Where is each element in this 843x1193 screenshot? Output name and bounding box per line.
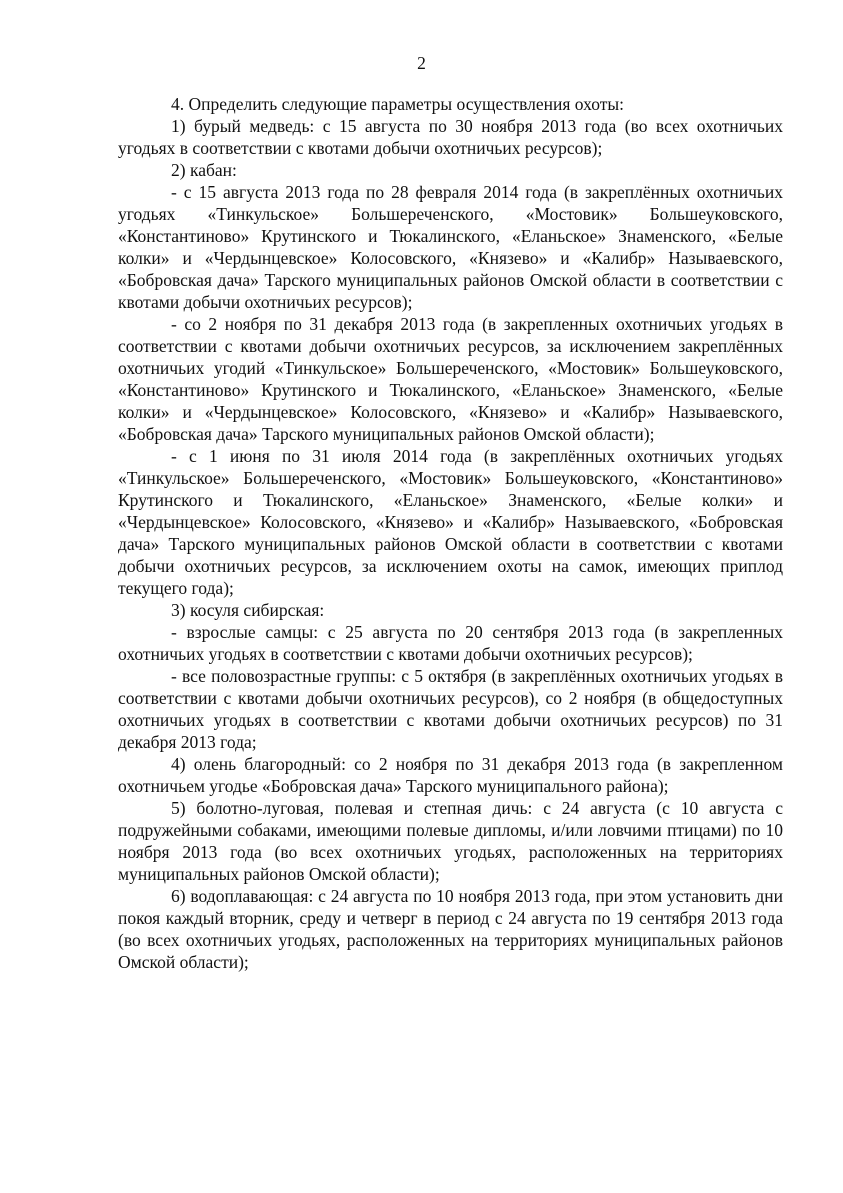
paragraph-boar-period-3: - с 1 июня по 31 июля 2014 года (в закреплённых охотничьих угодьях «Тинкульское» Большереченского, «Мостовик» Большеуковского, «Константиново» Крутинского и Тюкалинского, «Еланьское» Знаменского, «Белые колки» и «Чердынцевское» Колосовского, «Князево» и «Калибр» Называевского, «Бобровская дача» Тарского муниципальных районов Омской области в соответствии с квотами добычи охотничьих ресурсов, за исключением охоты на самок, имеющих приплод текущего года); [118, 446, 783, 598]
paragraph-roe-deer-heading: 3) косуля сибирская: [171, 600, 325, 620]
paragraph-roe-deer-males: - взрослые самцы: с 25 августа по 20 сентября 2013 года (в закрепленных охотничьих угодьях в соответствии с квотами добычи охотничьих ресурсов); [118, 622, 783, 664]
paragraph-boar-period-2: - со 2 ноября по 31 декабря 2013 года (в закрепленных охотничьих угодьях в соответствии с квотами добычи охотничьих ресурсов, за исключением закреплённых охотничьих угодий «Тинкульское» Большереченского, «Мостовик» Большеуковского, «Константиново» Крутинского и Тюкалинского, «Еланьское» Знаменского, «Белые колки» и «Чердынцевское» Колосовского, «Князево» и «Калибр» Называевского, «Бобровская дача» Тарского муниципальных районов Омской области); [118, 314, 783, 444]
document-body [118, 93, 783, 973]
paragraph-boar-period-1: - с 15 августа 2013 года по 28 февраля 2014 года (в закреплённых охотничьих угодьях «Тинкульское» Большереченского, «Мостовик» Большеуковского, «Константиново» Крутинского и Тюкалинского, «Еланьское» Знаменского, «Белые колки» и «Чердынцевское» Колосовского, «Князево» и «Калибр» Называевского, «Бобровская дача» Тарского муниципальных районов Омской области в соответствии с квотами добычи охотничьих ресурсов); [118, 182, 783, 312]
page-number: 2 [417, 53, 426, 73]
paragraph-roe-deer-all-groups: - все половозрастные группы: с 5 октября (в закреплённых охотничьих угодьях в соответствии с квотами добычи охотничьих ресурсов), со 2 ноября (в общедоступных охотничьих угодьях в соответствии с квотами добычи охотничьих ресурсов) по 31 декабря 2013 года; [118, 666, 783, 752]
paragraph-boar-heading: 2) кабан: [171, 160, 237, 180]
paragraph-waterfowl: 6) водоплавающая: с 24 августа по 10 ноября 2013 года, при этом установить дни покоя каждый вторник, среду и четверг в период с 24 августа по 19 сентября 2013 года (во всех охотничьих угодьях, расположенных на территориях муниципальных районов Омской области); [118, 886, 783, 972]
section-heading: 4. Определить следующие параметры осуществления охоты: [171, 94, 624, 114]
paragraph-red-deer: 4) олень благородный: со 2 ноября по 31 декабря 2013 года (в закрепленном охотничьем угодье «Бобровская дача» Тарского муниципального района); [118, 754, 783, 796]
paragraph-upland-game: 5) болотно-луговая, полевая и степная дичь: с 24 августа (с 10 августа с подружейными собаками, имеющими полевые дипломы, и/или ловчими птицами) по 10 ноября 2013 года (во всех охотничьих угодьях, расположенных на территориях муниципальных районов Омской области); [118, 798, 783, 884]
paragraph-brown-bear: 1) бурый медведь: с 15 августа по 30 ноября 2013 года (во всех охотничьих угодьях в соответствии с квотами добычи охотничьих ресурсов); [118, 116, 783, 158]
